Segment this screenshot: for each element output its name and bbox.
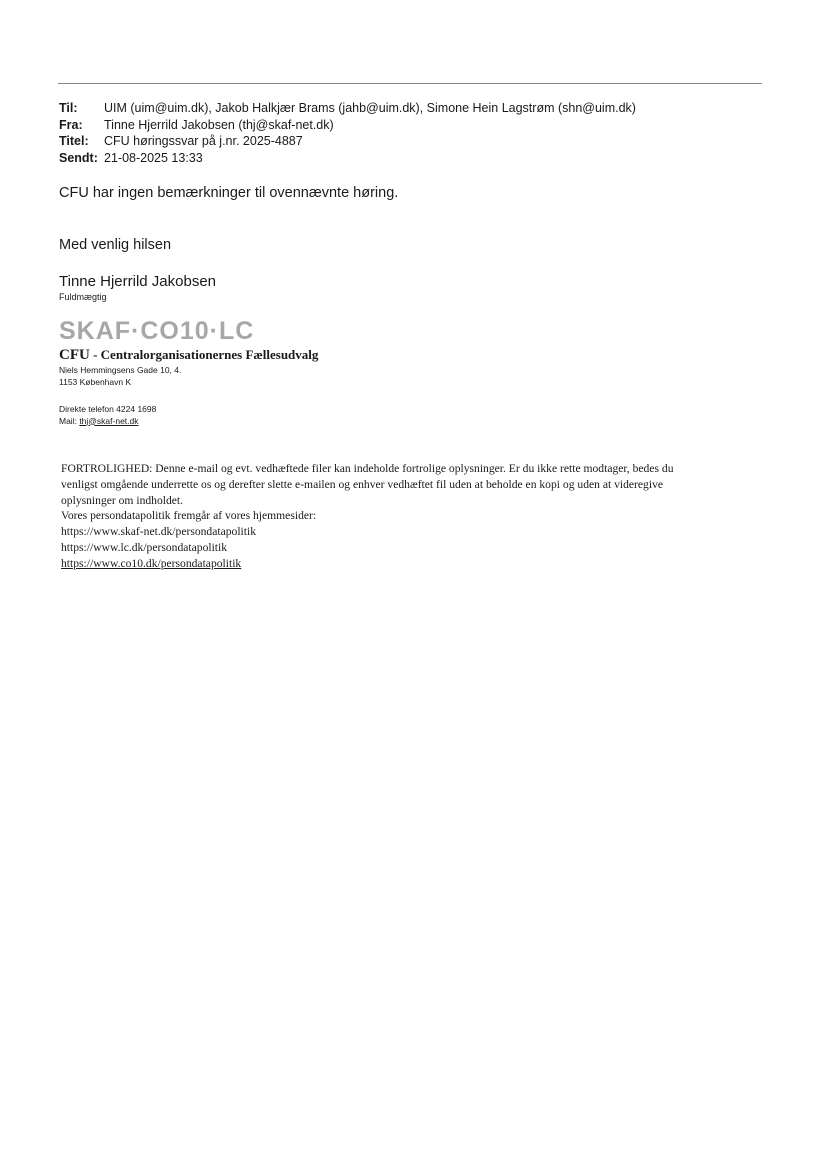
remarks-text: CFU har ingen bemærkninger til ovennævnte høring. bbox=[59, 185, 399, 201]
subject-value: CFU høringssvar på j.nr. 2025-4887 bbox=[104, 134, 303, 148]
privacy-link-lc[interactable]: https://www.lc.dk/persondatapolitik bbox=[61, 540, 228, 554]
org-full-name: - Centralorganisationernes Fællesudvalg bbox=[89, 347, 319, 362]
sent-value: 21-08-2025 13:33 bbox=[104, 150, 203, 165]
subject-label: Titel: bbox=[59, 134, 89, 148]
confidentiality-line-3: oplysninger om indholdet. bbox=[61, 493, 184, 507]
sender-title: Fuldmægtig bbox=[59, 292, 107, 302]
phone-line: Direkte telefon 4224 1698 bbox=[59, 404, 157, 414]
sent-row bbox=[59, 150, 636, 167]
from-value: Tinne Hjerrild Jakobsen (thj@skaf-net.dk) bbox=[104, 117, 334, 132]
mail-link[interactable]: thj@skaf-net.dk bbox=[79, 415, 139, 426]
mail-line bbox=[59, 416, 156, 428]
privacy-link-co10[interactable]: https://www.co10.dk/persondatapolitik bbox=[61, 556, 242, 570]
email-header bbox=[59, 100, 636, 166]
confidentiality-line-1: FORTROLIGHED: Denne e-mail og evt. vedhæftede filer kan indeholde fortrolige oplysninger. Er du ikke rette modtager, bedes du bbox=[61, 462, 674, 475]
to-value: UIM (uim@uim.dk), Jakob Halkjær Brams (jahb@uim.dk), Simone Hein Lagstrøm (shn@uim.dk) bbox=[104, 101, 636, 115]
sent-label: Sendt: bbox=[59, 150, 98, 165]
contact-block bbox=[59, 404, 156, 427]
greeting-text: Med venlig hilsen bbox=[59, 237, 172, 253]
from-label: Fra: bbox=[59, 117, 83, 132]
sender-name: Tinne Hjerrild Jakobsen bbox=[59, 273, 217, 290]
privacy-link-skaf[interactable]: https://www.skaf-net.dk/persondatapolitik bbox=[61, 525, 257, 539]
organization-name bbox=[59, 347, 318, 364]
confidentiality-notice bbox=[61, 461, 773, 572]
address-block bbox=[59, 365, 181, 388]
to-row bbox=[59, 100, 636, 117]
address-line-1: Niels Hemmingsens Gade 10, 4. bbox=[59, 365, 182, 375]
from-row bbox=[59, 117, 636, 134]
org-abbreviation: CFU bbox=[59, 347, 90, 363]
mail-label: Mail: bbox=[59, 415, 80, 426]
address-line-2: 1153 København K bbox=[59, 376, 132, 387]
skaf-co10-lc-logo: SKAF·CO10·LC bbox=[59, 317, 255, 345]
subject-row bbox=[59, 133, 636, 150]
confidentiality-line-2: venligst omgående underrette os og derefter slette e-mailen og enhver vedhæftet fil uden at beholde en kopi og uden at videregive bbox=[61, 477, 664, 491]
privacy-policy-intro: Vores persondatapolitik fremgår af vores hjemmesider: bbox=[61, 509, 317, 523]
to-label: Til: bbox=[59, 101, 78, 115]
header-divider bbox=[58, 83, 762, 84]
